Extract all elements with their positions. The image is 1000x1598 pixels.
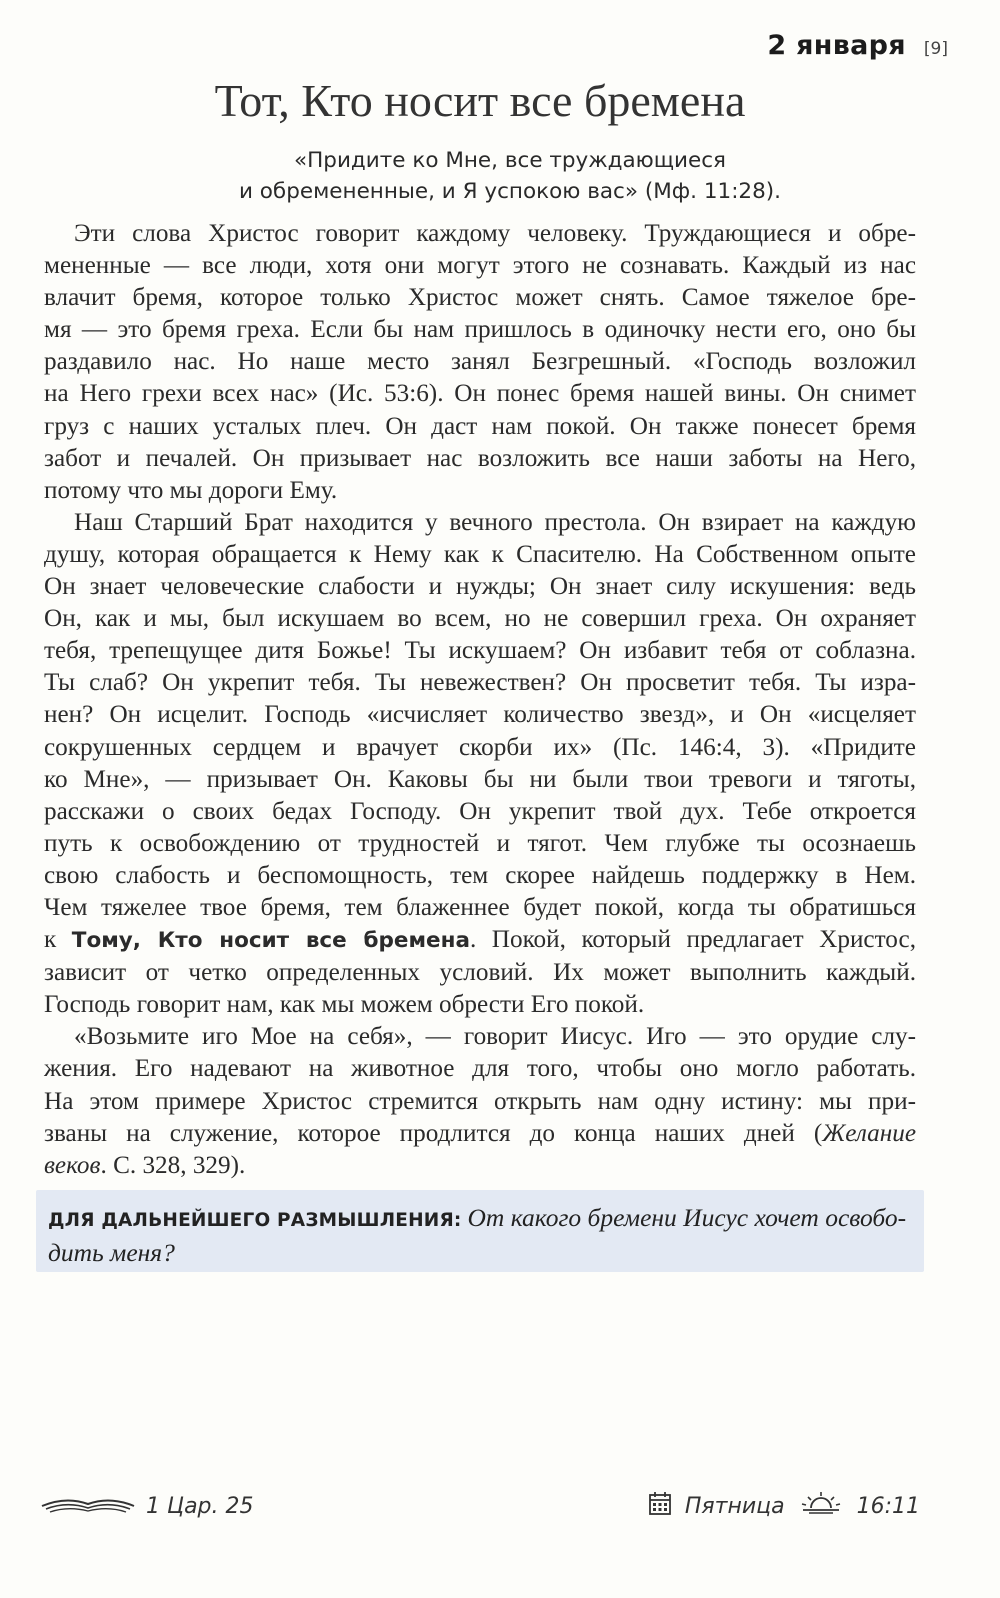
sunset-icon [799, 1490, 843, 1522]
sunset-time: 16:11 [856, 1493, 920, 1519]
epigraph-line: «Придите ко Мне, все труждающиеся [293, 148, 726, 173]
text-line: раздавило нас. Но наше место занял Безгрешный. «Господь возложил [44, 348, 916, 376]
text-line: мя — это бремя греха. Если бы нам пришлось в одиночку нести его, оно бы [44, 316, 916, 344]
reflection-question: От какого бремени Иисус хочет освобо- [467, 1203, 907, 1232]
text-line: потому что мы дороги Ему. [44, 476, 338, 504]
weekday: Пятница [684, 1493, 785, 1519]
calendar-icon [649, 1491, 671, 1521]
daily-reading [40, 1490, 254, 1522]
reflection-text [48, 1202, 914, 1270]
text-line: нен? Он исцелит. Господь «исчисляет количество звезд», и Он «исцеляет [44, 701, 916, 729]
paragraph-3 [44, 1021, 916, 1181]
text-line: свою слабость и беспомощность, тем скорее найдешь поддержку в Нем. [44, 861, 916, 889]
text-line: сокрушенных сердцем и врачует скорби их» (Пс. 146:4, 3). «Придите [44, 733, 916, 761]
epigraph-line: и обремененные, и Я успокою вас» (Мф. 11:28). [238, 179, 782, 204]
reflection-label: ДЛЯ ДАЛЬНЕЙШЕГО РАЗМЫШЛЕНИЯ: [48, 1210, 462, 1231]
text-line: тебя, трепещущее дитя Божье! Ты искушаем? Он избавит тебя от соблазна. [44, 637, 916, 665]
text-line: душу, которая обращается к Нему как к Спасителю. На Собственном опыте [44, 540, 916, 568]
source-title: Желание [822, 1119, 916, 1147]
source-title: веков [44, 1151, 101, 1179]
text-line: «Возьмите иго Мое на себя», — говорит Иисус. Иго — это орудие слу- [74, 1023, 916, 1051]
text-line: Он знает человеческие слабости и нужды; Он знает силу искушения: ведь [44, 573, 916, 601]
text-line: расскажи о своих бедах Господу. Он укрепит твой дух. Тебе откроется [44, 797, 916, 825]
text-line: Наш Старший Брат находится у вечного престола. Он взирает на каждую [74, 508, 916, 536]
day-info [649, 1490, 920, 1522]
epigraph [140, 145, 880, 207]
paragraph-2 [44, 507, 916, 1022]
text-line-emphasis: к Тому, Кто носит все бремена. Покой, который предлагает Христос, [44, 926, 916, 954]
page-footer [40, 1490, 920, 1530]
text-line: Чем тяжелее твое бремя, тем блаженнее будет покой, когда ты обратишься [44, 893, 916, 921]
text-line: мененные — все люди, хотя они могут этого не сознавать. Каждый из нас [44, 252, 916, 280]
text-line: путь к освобождению от трудностей и тягот. Чем глубже ты осознаешь [44, 829, 916, 857]
page-number: [9] [923, 39, 948, 59]
text-line: на Него грехи всех нас» (Ис. 53:6). Он понес бремя нашей вины. Он снимет [44, 380, 916, 408]
text-line: званы на служение, которое продлится до конца наших дней (Желание [44, 1119, 916, 1147]
text-line: ко Мне», — призывает Он. Каковы бы ни были твои тревоги и тяготы, [44, 765, 916, 793]
page-date: 2 января [767, 30, 906, 61]
open-book-icon [40, 1490, 136, 1522]
text-line: зависит от четко определенных условий. Их может выполнить каждый. [44, 959, 916, 987]
text-line: груз с наших усталых плеч. Он даст нам покой. Он также понесет бремя [44, 412, 916, 440]
page-title: Тот, Кто носит все бремена [214, 75, 746, 126]
date-header [767, 30, 948, 61]
text-line: веков. С. 328, 329). [44, 1151, 246, 1179]
text-line: Ты слаб? Он укрепит тебя. Ты невежествен? Он просветит тебя. Ты изра- [44, 669, 916, 697]
text-line: Господь говорит нам, как мы можем обрести Его покой. [44, 991, 645, 1019]
text-line: забот и печалей. Он призывает нас возложить все наши заботы на Него, [44, 444, 916, 472]
text-line: На этом примере Христос стремится открыть нам одну истину: мы при- [44, 1087, 916, 1115]
text-line: Эти слова Христос говорит каждому человеку. Труждающиеся и обре- [74, 220, 916, 247]
emphasis-text: Тому, Кто носит все бремена [71, 928, 470, 954]
reflection-question: дить меня? [48, 1238, 175, 1267]
body-text [44, 218, 916, 1182]
reading-reference: 1 Цар. 25 [146, 1493, 254, 1519]
text-line: влачит бремя, которое только Христос может снять. Самое тяжелое бре- [44, 284, 916, 312]
text-line: жения. Его надевают на животное для того, чтобы оно могло работать. [44, 1055, 916, 1083]
text-line: Он, как и мы, был искушаем во всем, но не совершил греха. Он охраняет [44, 605, 916, 633]
paragraph-1 [44, 218, 916, 507]
